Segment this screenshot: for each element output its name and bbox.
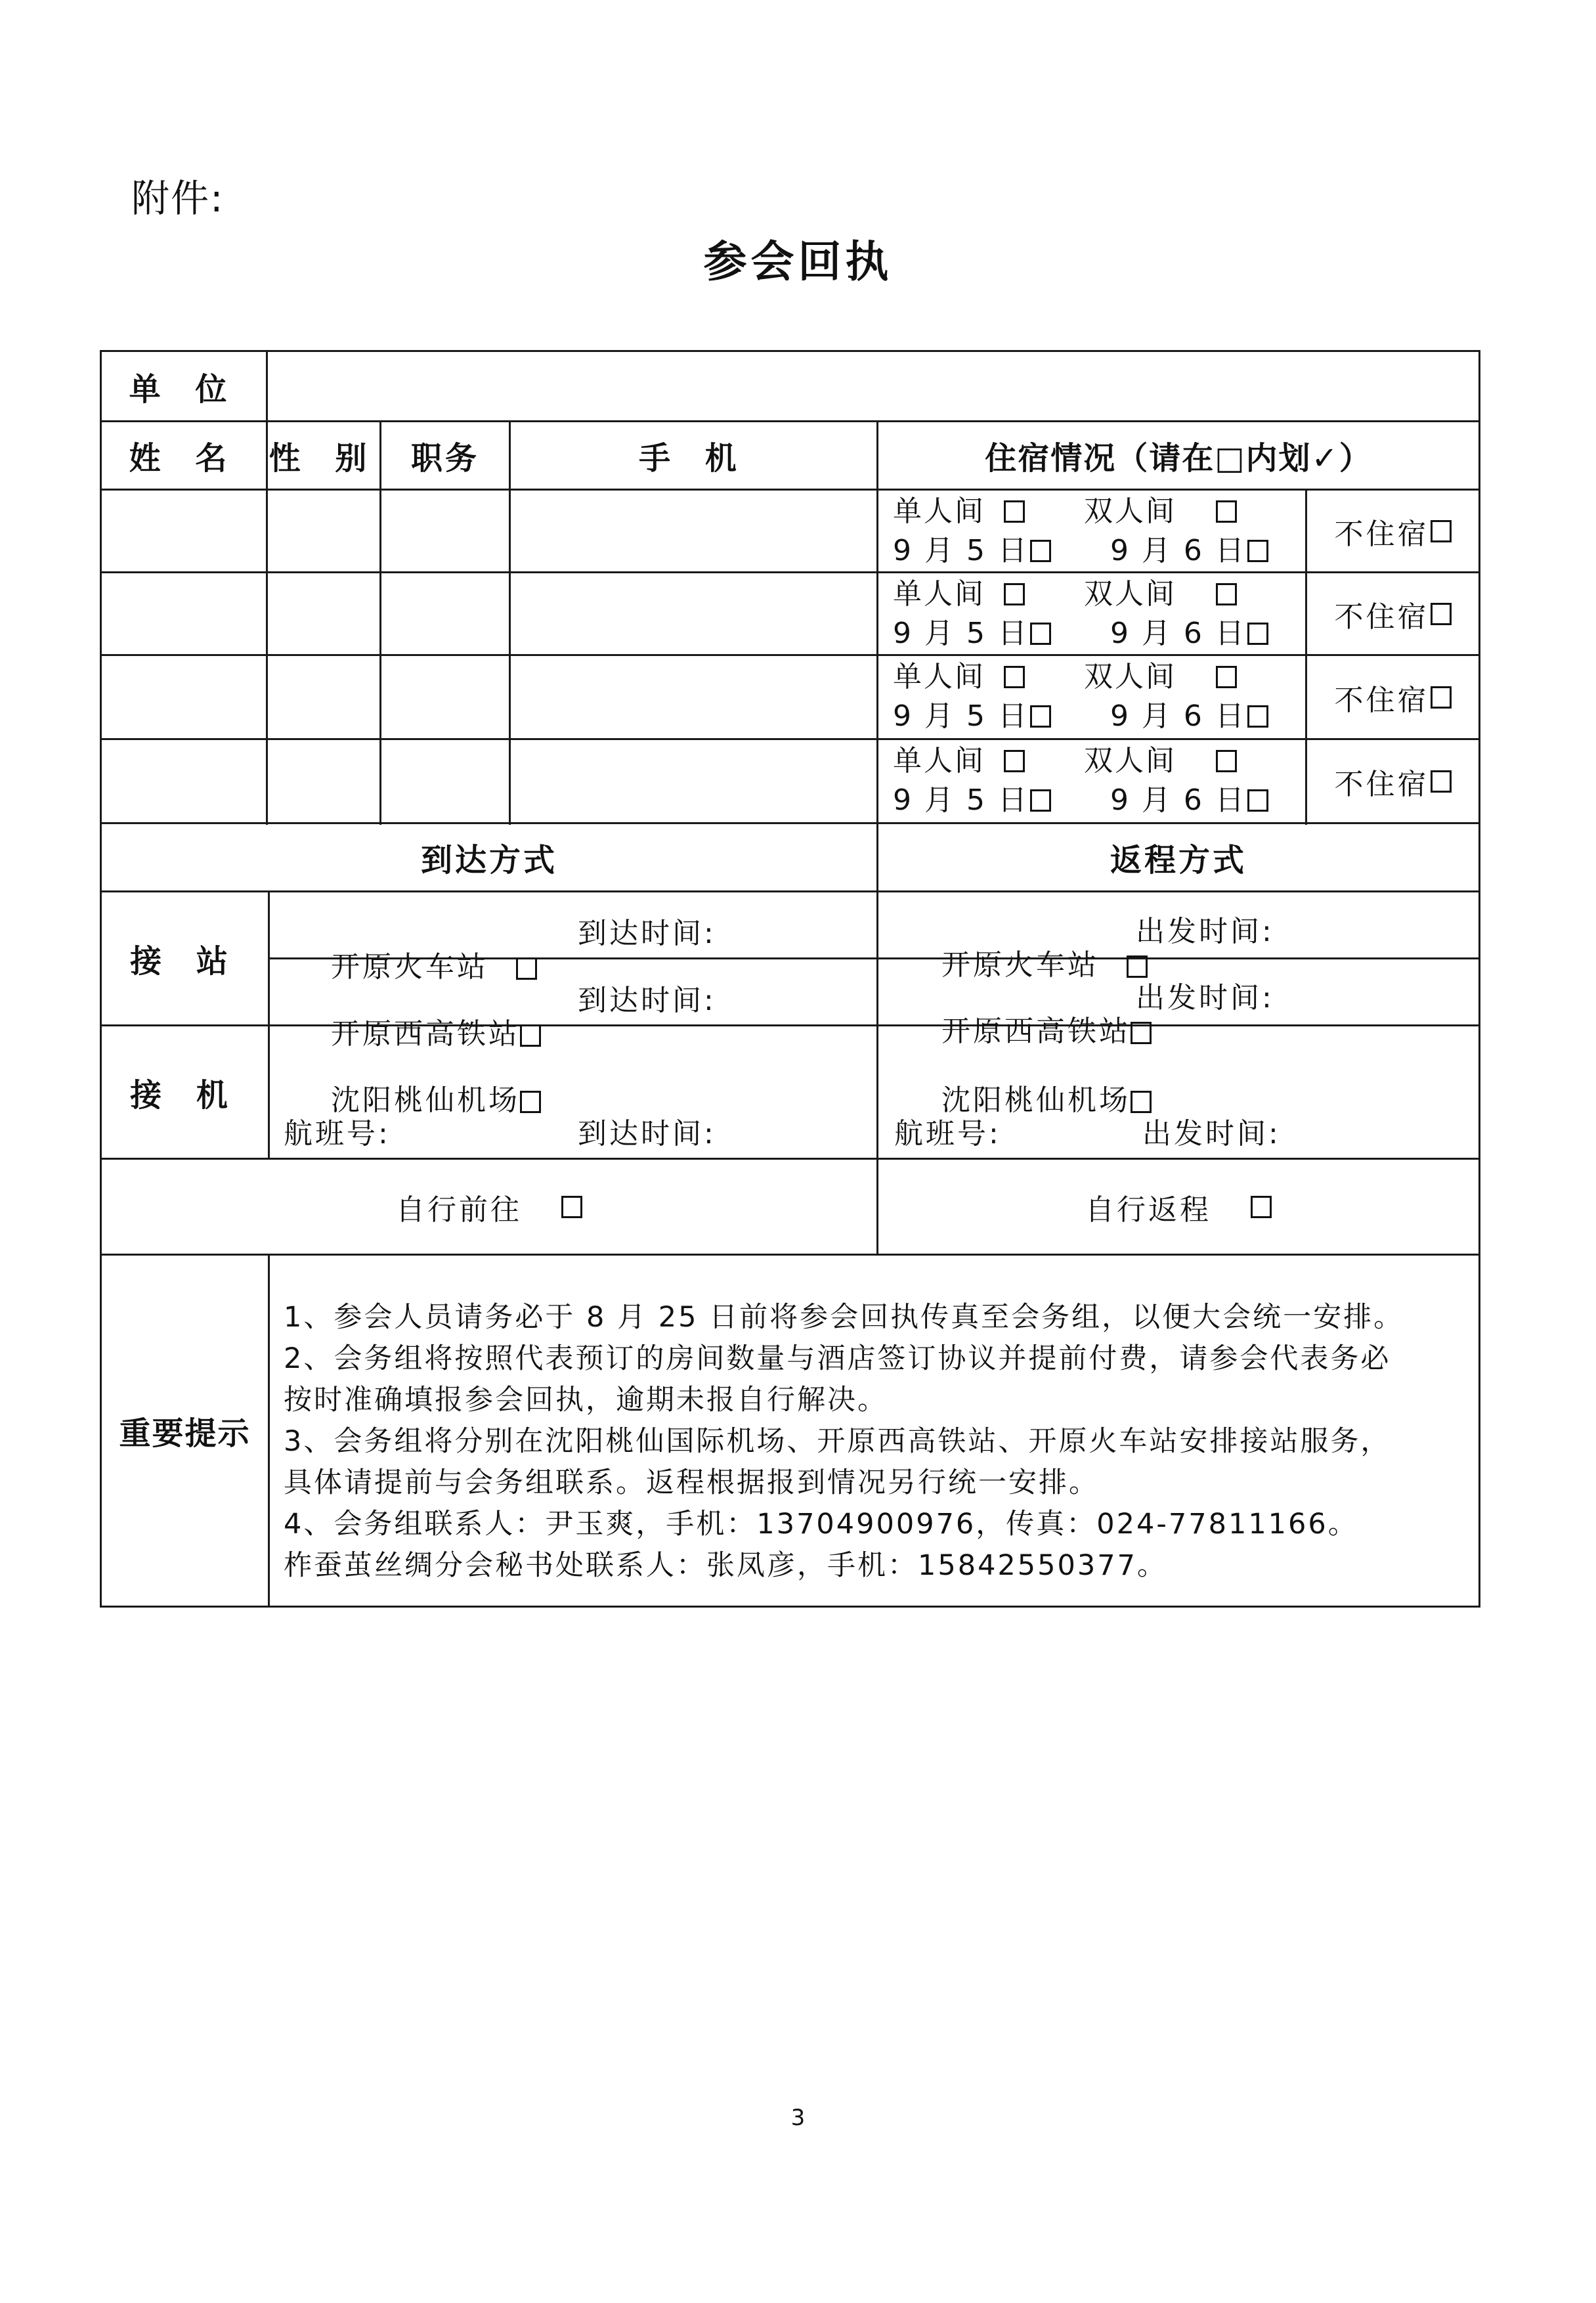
attendee-gender-input[interactable] [268, 573, 379, 654]
attendee-mobile-input[interactable] [511, 656, 876, 738]
departure-time-label: 出发时间: [1142, 1117, 1281, 1151]
lodging-option-label: 9 月 6 日 [1110, 699, 1246, 733]
lodging-checkbox[interactable] [1030, 623, 1051, 645]
no-lodging-label: 不住宿 [1334, 683, 1429, 717]
arrival-train-label: 开原火车站 [330, 950, 488, 984]
return-flight-label: 航班号: [894, 1117, 1001, 1151]
attendee-gender-input[interactable] [268, 740, 379, 822]
self-arrival-label: 自行前往 [396, 1193, 523, 1227]
lodging-option-label: 单人间 [893, 494, 985, 528]
self-arrival-checkbox[interactable] [561, 1196, 582, 1218]
no-lodging-label: 不住宿 [1334, 767, 1429, 801]
attendee-position-input[interactable] [381, 740, 509, 822]
note-line: 2、会务组将按照代表预订的房间数量与酒店签订协议并提前付费，请参会代表务必 [284, 1342, 1391, 1375]
return-hsr-label: 开原西高铁站 [941, 1015, 1131, 1048]
column-header-gender: 性 别 [269, 440, 379, 477]
divider [100, 890, 1480, 892]
attendee-name-input[interactable] [102, 573, 266, 654]
return-hsr-checkbox[interactable] [1131, 1022, 1152, 1044]
no-lodging-label: 不住宿 [1334, 600, 1429, 634]
attendee-position-input[interactable] [381, 491, 509, 571]
attendee-gender-input[interactable] [268, 491, 379, 571]
lodging-option-label: 单人间 [893, 660, 985, 693]
no-lodging-checkbox[interactable] [1431, 686, 1452, 709]
arrival-time-label: 到达时间: [578, 917, 716, 950]
attendee-position-input[interactable] [381, 573, 509, 654]
no-lodging-label: 不住宿 [1334, 517, 1429, 551]
column-header-lodging: 住宿情况（请在□内划✓） [985, 440, 1372, 477]
attendee-gender-input[interactable] [268, 656, 379, 738]
arrival-airport-label: 沈阳桃仙机场 [330, 1084, 520, 1117]
no-lodging-option [1307, 740, 1478, 822]
no-lodging-option [1307, 491, 1478, 571]
lodging-option-label: 双人间 [1084, 494, 1176, 528]
lodging-options [893, 657, 1268, 736]
lodging-checkbox[interactable] [1247, 540, 1268, 562]
attendee-mobile-input[interactable] [511, 740, 876, 822]
no-lodging-option [1307, 573, 1478, 654]
page-number: 3 [790, 2105, 806, 2131]
lodging-checkbox[interactable] [1216, 583, 1237, 605]
column-header-mobile: 手 机 [639, 440, 748, 477]
lodging-checkbox[interactable] [1216, 666, 1237, 688]
lodging-option-label: 双人间 [1084, 577, 1176, 611]
lodging-option-label: 9 月 5 日 [893, 783, 1029, 817]
self-return-label: 自行返程 [1085, 1193, 1212, 1227]
attendee-mobile-input[interactable] [511, 491, 876, 571]
lodging-checkbox[interactable] [1004, 750, 1025, 772]
lodging-checkbox[interactable] [1030, 705, 1051, 728]
page-title: 参会回执 [703, 236, 893, 287]
attendee-name-input[interactable] [102, 740, 266, 822]
lodging-checkbox[interactable] [1004, 666, 1025, 688]
table-border-bottom [100, 1606, 1480, 1608]
lodging-option-label: 单人间 [893, 577, 985, 611]
divider [268, 890, 270, 1158]
lodging-option-label: 9 月 6 日 [1110, 783, 1246, 817]
lodging-checkbox[interactable] [1004, 583, 1025, 605]
return-header: 返程方式 [1110, 842, 1247, 879]
lodging-checkbox[interactable] [1247, 789, 1268, 812]
lodging-option-label: 双人间 [1084, 660, 1176, 693]
lodging-option-label: 9 月 6 日 [1110, 617, 1246, 650]
arrival-header: 到达方式 [420, 842, 557, 879]
attendee-mobile-input[interactable] [511, 573, 876, 654]
airport-pickup-label: 接 机 [130, 1076, 240, 1114]
no-lodging-checkbox[interactable] [1431, 770, 1452, 793]
attendee-position-input[interactable] [381, 656, 509, 738]
arrival-time-label: 到达时间: [578, 1117, 716, 1151]
lodging-option-label: 双人间 [1084, 744, 1176, 778]
arrival-time-label: 到达时间: [578, 984, 716, 1017]
divider [100, 1254, 1480, 1256]
lodging-option-label: 9 月 5 日 [893, 699, 1029, 733]
column-header-position: 职务 [410, 440, 479, 477]
lodging-checkbox[interactable] [1247, 705, 1268, 728]
no-lodging-checkbox[interactable] [1431, 603, 1452, 625]
lodging-checkbox[interactable] [1247, 623, 1268, 645]
lodging-checkbox[interactable] [1030, 540, 1051, 562]
divider [268, 1254, 270, 1608]
attendee-name-input[interactable] [102, 491, 266, 571]
note-line: 1、参会人员请务必于 8 月 25 日前将参会回执传真至会务组，以便大会统一安排。 [284, 1301, 1404, 1334]
lodging-options [893, 741, 1268, 820]
notes-content [284, 1297, 1469, 1587]
note-line: 按时准确填报参会回执，逾期未报自行解决。 [284, 1384, 888, 1416]
column-header-name: 姓 名 [129, 440, 239, 477]
table-border-right [1478, 350, 1480, 1608]
return-train-label: 开原火车站 [941, 948, 1099, 982]
self-return-option [878, 1160, 1478, 1254]
attachment-label: 附件: [131, 176, 225, 221]
no-lodging-option [1307, 656, 1478, 738]
note-line: 4、会务组联系人：尹玉爽，手机：13704900976，传真：024-77811166。 [284, 1508, 1358, 1541]
station-pickup-label: 接 站 [130, 943, 240, 980]
self-return-checkbox[interactable] [1251, 1196, 1272, 1218]
arrival-airport-checkbox[interactable] [520, 1091, 541, 1113]
note-line: 柞蚕茧丝绸分会秘书处联系人：张凤彦，手机：15842550377。 [284, 1549, 1167, 1582]
arrival-flight-label: 航班号: [284, 1117, 391, 1151]
unit-input[interactable] [268, 352, 1478, 420]
no-lodging-checkbox[interactable] [1431, 520, 1452, 542]
lodging-checkbox[interactable] [1030, 789, 1051, 812]
lodging-checkbox[interactable] [1216, 500, 1237, 523]
attendee-name-input[interactable] [102, 656, 266, 738]
departure-time-label: 出发时间: [1136, 915, 1274, 948]
arrival-hsr-label: 开原西高铁站 [330, 1017, 520, 1051]
lodging-option-label: 9 月 5 日 [893, 534, 1029, 567]
note-line: 3、会务组将分别在沈阳桃仙国际机场、开原西高铁站、开原火车站安排接站服务， [284, 1425, 1391, 1458]
lodging-options [893, 492, 1268, 571]
lodging-option-label: 9 月 6 日 [1110, 534, 1246, 567]
departure-time-label: 出发时间: [1136, 981, 1274, 1015]
notes-label: 重要提示 [119, 1415, 251, 1452]
lodging-checkbox[interactable] [1216, 750, 1237, 772]
lodging-checkbox[interactable] [1004, 500, 1025, 523]
lodging-option-label: 单人间 [893, 744, 985, 778]
self-arrival-option [102, 1160, 876, 1254]
lodging-option-label: 9 月 5 日 [893, 617, 1029, 650]
unit-label: 单 位 [129, 370, 239, 408]
lodging-options [893, 575, 1268, 653]
return-airport-label: 沈阳桃仙机场 [941, 1084, 1131, 1117]
note-line: 具体请提前与会务组联系。返程根据报到情况另行统一安排。 [284, 1466, 1099, 1499]
